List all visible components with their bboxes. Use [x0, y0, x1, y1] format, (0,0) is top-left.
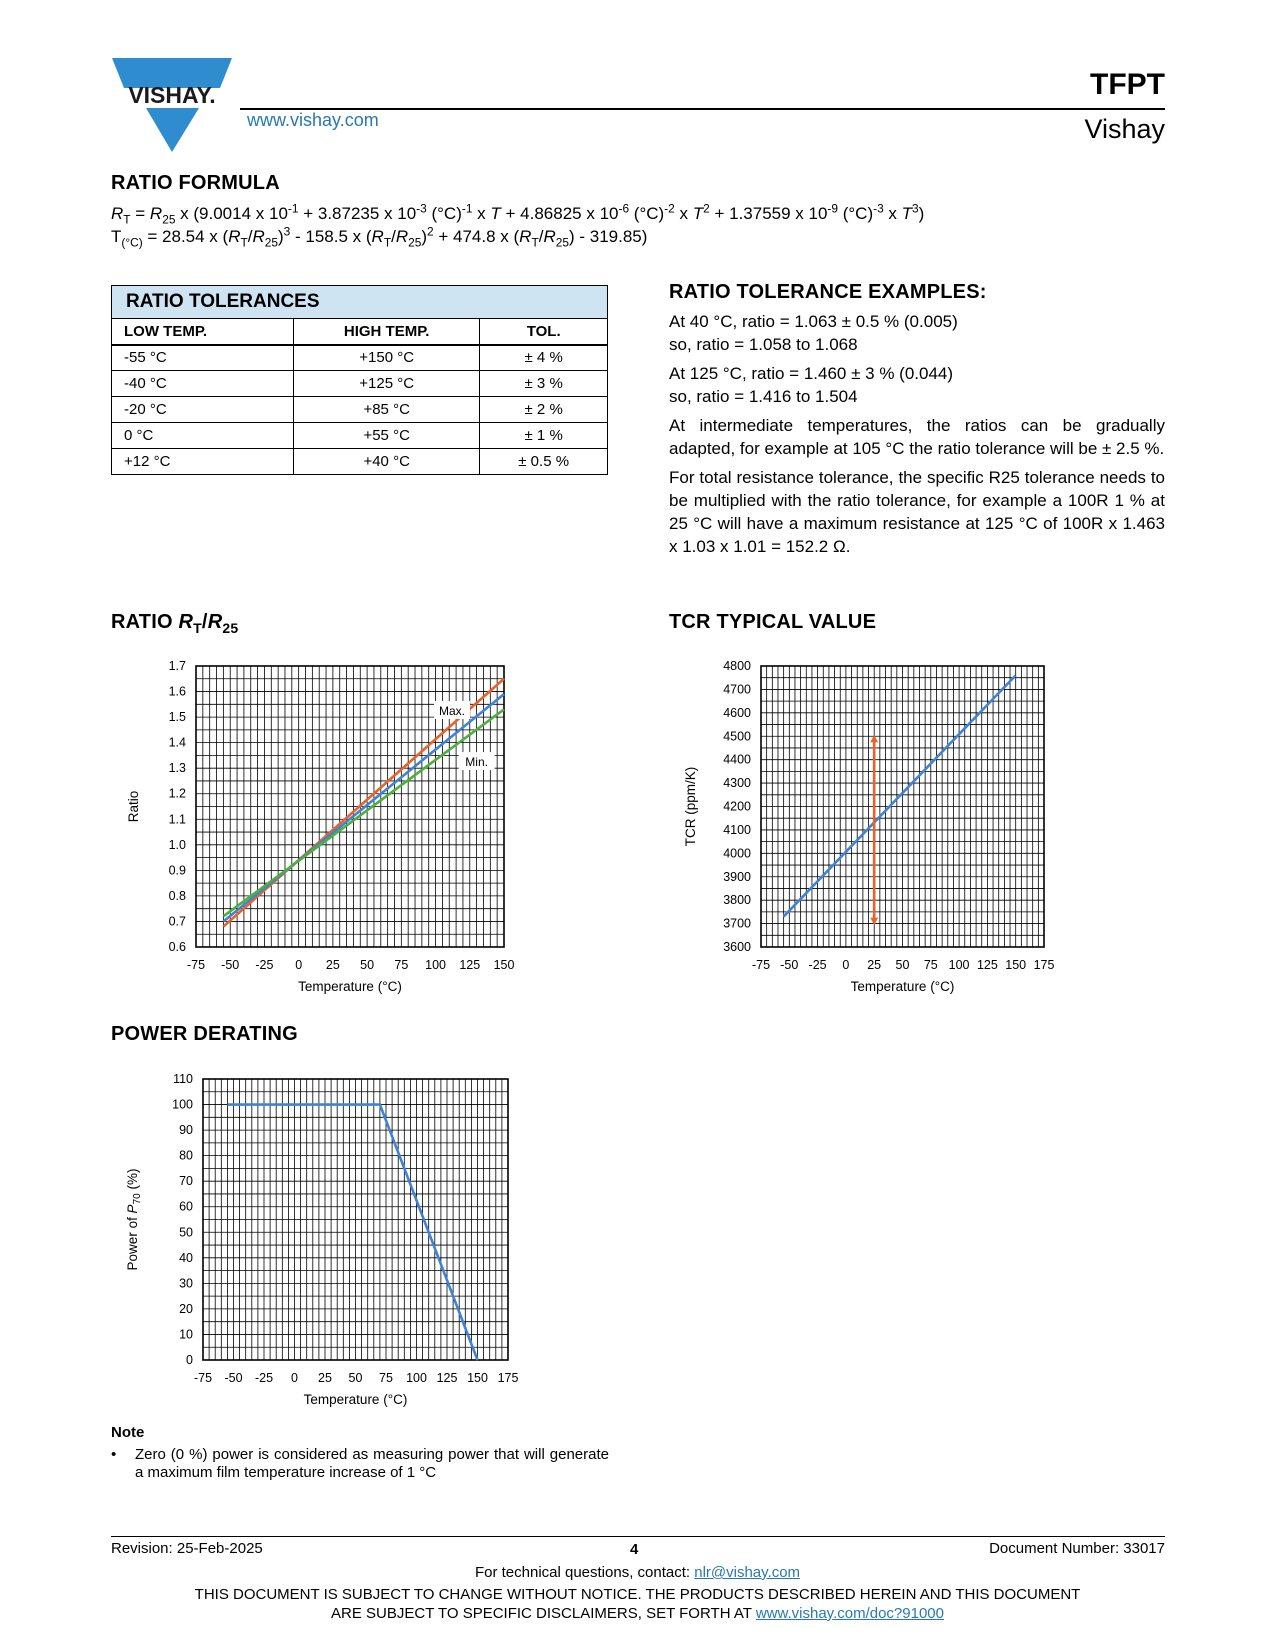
- table-cell: ± 3 %: [480, 371, 608, 397]
- series-line-min-: [223, 709, 504, 916]
- column-header: HIGH TEMP.: [294, 319, 480, 345]
- y-tick-label: 110: [173, 1072, 193, 1086]
- x-tick-label: 0: [842, 958, 850, 972]
- footer-disclaimer: [0, 1585, 1275, 1623]
- x-tick-label: 0: [291, 1371, 298, 1385]
- x-tick-label: 125: [436, 1371, 458, 1385]
- x-tick-label: 75: [379, 1371, 393, 1385]
- y-axis-label: Power of $P_{70}$ (%): [125, 1168, 143, 1271]
- table-cell: +85 °C: [294, 397, 480, 423]
- footer-revision: Revision: 25-Feb-2025: [111, 1540, 263, 1557]
- contact-email-link[interactable]: nlr@vishay.com: [694, 1564, 801, 1581]
- table-cell: -20 °C: [112, 397, 294, 423]
- y-tick-label: 0: [186, 1353, 193, 1367]
- y-tick-label: 4700: [723, 682, 751, 697]
- table-row: [112, 423, 608, 449]
- power-chart: [111, 1063, 551, 1423]
- table-cell: +55 °C: [294, 423, 480, 449]
- x-tick-label: -50: [224, 1371, 243, 1385]
- y-tick-label: 4500: [723, 729, 751, 744]
- x-tick-label: 100: [406, 1371, 427, 1385]
- y-tick-label: 4100: [723, 822, 751, 837]
- table-caption: RATIO TOLERANCES: [112, 286, 608, 319]
- min-annotation: Min.: [465, 755, 488, 770]
- x-tick-label: 75: [923, 958, 938, 972]
- x-tick-label: 125: [459, 958, 481, 972]
- example-3: At intermediate temperatures, the ratios can be gradually adapted, for example at 105 °C the ratio tolerance will be ± 2.5 %.: [669, 416, 1165, 458]
- y-tick-label: 4800: [723, 659, 751, 673]
- y-tick-label: 4600: [723, 705, 751, 720]
- y-tick-label: 80: [179, 1148, 193, 1163]
- disclaimer-link[interactable]: www.vishay.com/doc?91000: [755, 1605, 944, 1622]
- y-axis-label: TCR (ppm/K): [683, 766, 698, 847]
- examples-title: RATIO TOLERANCE EXAMPLES:: [669, 281, 987, 303]
- x-tick-label: -25: [255, 958, 274, 972]
- footer-document-number: Document Number: 33017: [989, 1540, 1165, 1557]
- series-line-typical: [223, 694, 504, 921]
- table-cell: 0 °C: [112, 423, 294, 449]
- note-title: Note: [111, 1424, 145, 1441]
- y-axis-label: Ratio: [126, 790, 141, 823]
- ratio-chart: [111, 650, 551, 1010]
- y-tick-label: 70: [179, 1174, 193, 1189]
- table-cell: ± 1 %: [480, 423, 608, 449]
- x-tick-label: 25: [325, 958, 340, 972]
- x-tick-label: -50: [221, 958, 240, 972]
- ratio-formula-title: RATIO FORMULA: [111, 172, 280, 194]
- y-tick-label: 0.9: [168, 863, 186, 878]
- x-tick-label: 25: [318, 1371, 332, 1385]
- example-1-line-b: so, ratio = 1.058 to 1.068: [669, 335, 858, 354]
- x-tick-label: 100: [948, 958, 970, 972]
- y-tick-label: 3900: [723, 869, 751, 884]
- example-4: For total resistance tolerance, the specific R25 tolerance needs to be multiplied with the ratio tolerance, for example a 100R 1 % at 25 °C will have a maximum resistance at 125 °C of 100R x 1.463 x 1.03 x 1.01 = 152.2 Ω.: [669, 468, 1165, 556]
- x-tick-label: 50: [348, 1371, 363, 1385]
- y-tick-label: 1.7: [168, 659, 186, 673]
- y-tick-label: 0.7: [168, 914, 186, 929]
- y-tick-label: 1.3: [168, 761, 186, 776]
- table-cell: +150 °C: [294, 345, 480, 371]
- x-tick-label: 125: [976, 958, 998, 972]
- example-1-line-a: At 40 °C, ratio = 1.063 ± 0.5 % (0.005): [669, 312, 958, 331]
- y-tick-label: 3600: [723, 940, 751, 954]
- x-tick-label: -25: [254, 1371, 274, 1385]
- x-tick-label: 50: [360, 958, 375, 972]
- x-tick-label: 0: [295, 958, 303, 972]
- y-tick-label: 3700: [723, 916, 751, 931]
- y-tick-label: 1.1: [168, 812, 186, 827]
- series-line-tcr: [784, 675, 1016, 916]
- ratio-formula-line1: $R_T = R_{25}$ x (9.0014 x $10^{-1} + 3.87235$ x $10^{-3}$ $(^\circ C)^{-1}$ x T + 4.86825 x $10^{-6}$ $(^\circ C)^{-2}$ x $T^2 + 1.37559$ x $10^{-9}$ $(^\circ C)^{-3}$ x $T^3$): [111, 201, 925, 227]
- x-tick-label: 50: [895, 958, 910, 972]
- table-cell: ± 4 %: [480, 345, 608, 371]
- y-tick-label: 30: [179, 1276, 193, 1291]
- x-axis-label: Temperature (°C): [298, 979, 402, 994]
- footer-contact: [0, 1564, 1275, 1581]
- y-tick-label: 60: [179, 1199, 193, 1214]
- x-axis-label: Temperature (°C): [850, 979, 955, 994]
- ratio-formula-line2: $T_{(^\circ C)} = 28.54$ x $(R_T/R_{25})^3 - 158.5$ x $(R_T/R_{25})^2 + 474.8$ x $(R_T/R_{25}) - 319.85$): [111, 224, 648, 250]
- max-annotation: Max.: [438, 703, 465, 718]
- ratio-tolerances-table: [111, 285, 608, 475]
- table-cell: +40 °C: [294, 449, 480, 475]
- table-row: [112, 397, 608, 423]
- table-cell: -55 °C: [112, 345, 294, 371]
- ratio-chart-title: RATIO $R_T/R_{25}$: [111, 611, 239, 636]
- x-tick-label: 100: [425, 958, 446, 972]
- logo-text: VISHAY.: [128, 82, 216, 108]
- x-tick-label: 150: [493, 958, 515, 972]
- y-tick-label: 20: [179, 1301, 193, 1316]
- footer-rule: [111, 1536, 1165, 1537]
- tcr-chart-title: TCR TYPICAL VALUE: [669, 611, 877, 633]
- x-axis-label: Temperature (°C): [303, 1392, 408, 1407]
- x-tick-label: -50: [780, 958, 799, 972]
- table-row: [112, 345, 608, 371]
- x-tick-label: -75: [751, 958, 771, 972]
- y-tick-label: 100: [172, 1097, 193, 1112]
- x-tick-label: 175: [1033, 958, 1055, 972]
- y-tick-label: 1.6: [168, 684, 186, 699]
- column-header: TOL.: [480, 319, 608, 345]
- y-tick-label: 1.5: [168, 710, 186, 725]
- y-tick-label: 4300: [723, 776, 751, 791]
- table-row: [112, 449, 608, 475]
- y-tick-label: 4000: [723, 846, 751, 861]
- y-tick-label: 1.4: [168, 735, 186, 750]
- x-tick-label: 75: [394, 958, 409, 972]
- y-tick-label: 0.6: [168, 940, 186, 954]
- y-tick-label: 90: [179, 1123, 193, 1138]
- y-tick-label: 40: [179, 1250, 193, 1265]
- power-chart-title: POWER DERATING: [111, 1023, 298, 1045]
- tcr-chart: [669, 650, 1109, 1010]
- y-tick-label: 4400: [723, 752, 751, 767]
- examples-text: [669, 310, 1165, 564]
- column-header: LOW TEMP.: [112, 319, 294, 345]
- x-tick-label: 150: [1005, 958, 1027, 972]
- y-tick-label: 3800: [723, 893, 751, 908]
- page-number: 4: [630, 1541, 639, 1558]
- grid: [761, 666, 1044, 947]
- x-tick-label: -75: [193, 1371, 213, 1385]
- y-tick-label: 1.0: [168, 837, 186, 852]
- contact-prefix: For technical questions, contact:: [474, 1564, 695, 1581]
- table-cell: +125 °C: [294, 371, 480, 397]
- disclaimer-line-2: ARE SUBJECT TO SPECIFIC DISCLAIMERS, SET FORTH AT: [331, 1605, 756, 1622]
- y-tick-label: 0.8: [168, 888, 186, 903]
- note-text: Zero (0 %) power is considered as measuring power that will generate a maximum film temperature increase of 1 °C: [135, 1446, 609, 1481]
- disclaimer-line-1: THIS DOCUMENT IS SUBJECT TO CHANGE WITHOUT NOTICE. THE PRODUCTS DESCRIBED HEREIN AND THIS DOCUMENT: [194, 1586, 1081, 1603]
- vishay-logo: [110, 56, 235, 156]
- table-cell: +12 °C: [112, 449, 294, 475]
- website-link[interactable]: www.vishay.com: [247, 110, 379, 130]
- y-tick-label: 1.2: [168, 786, 186, 801]
- note-bullet: •: [111, 1446, 117, 1463]
- y-tick-label: 50: [179, 1225, 193, 1240]
- x-tick-label: 25: [867, 958, 882, 972]
- brand-name: Vishay: [1084, 114, 1165, 144]
- document-code: TFPT: [1090, 68, 1165, 101]
- x-tick-label: 175: [497, 1371, 519, 1385]
- table-cell: -40 °C: [112, 371, 294, 397]
- table-cell: ± 0.5 %: [480, 449, 608, 475]
- x-tick-label: 150: [467, 1371, 488, 1385]
- table-row: [112, 371, 608, 397]
- example-2-line-a: At 125 °C, ratio = 1.460 ± 3 % (0.044): [669, 364, 954, 383]
- table-cell: ± 2 %: [480, 397, 608, 423]
- y-tick-label: 4200: [723, 799, 751, 814]
- x-tick-label: -75: [186, 958, 206, 972]
- y-tick-label: 10: [179, 1327, 193, 1342]
- example-2-line-b: so, ratio = 1.416 to 1.504: [669, 387, 858, 406]
- x-tick-label: -25: [808, 958, 827, 972]
